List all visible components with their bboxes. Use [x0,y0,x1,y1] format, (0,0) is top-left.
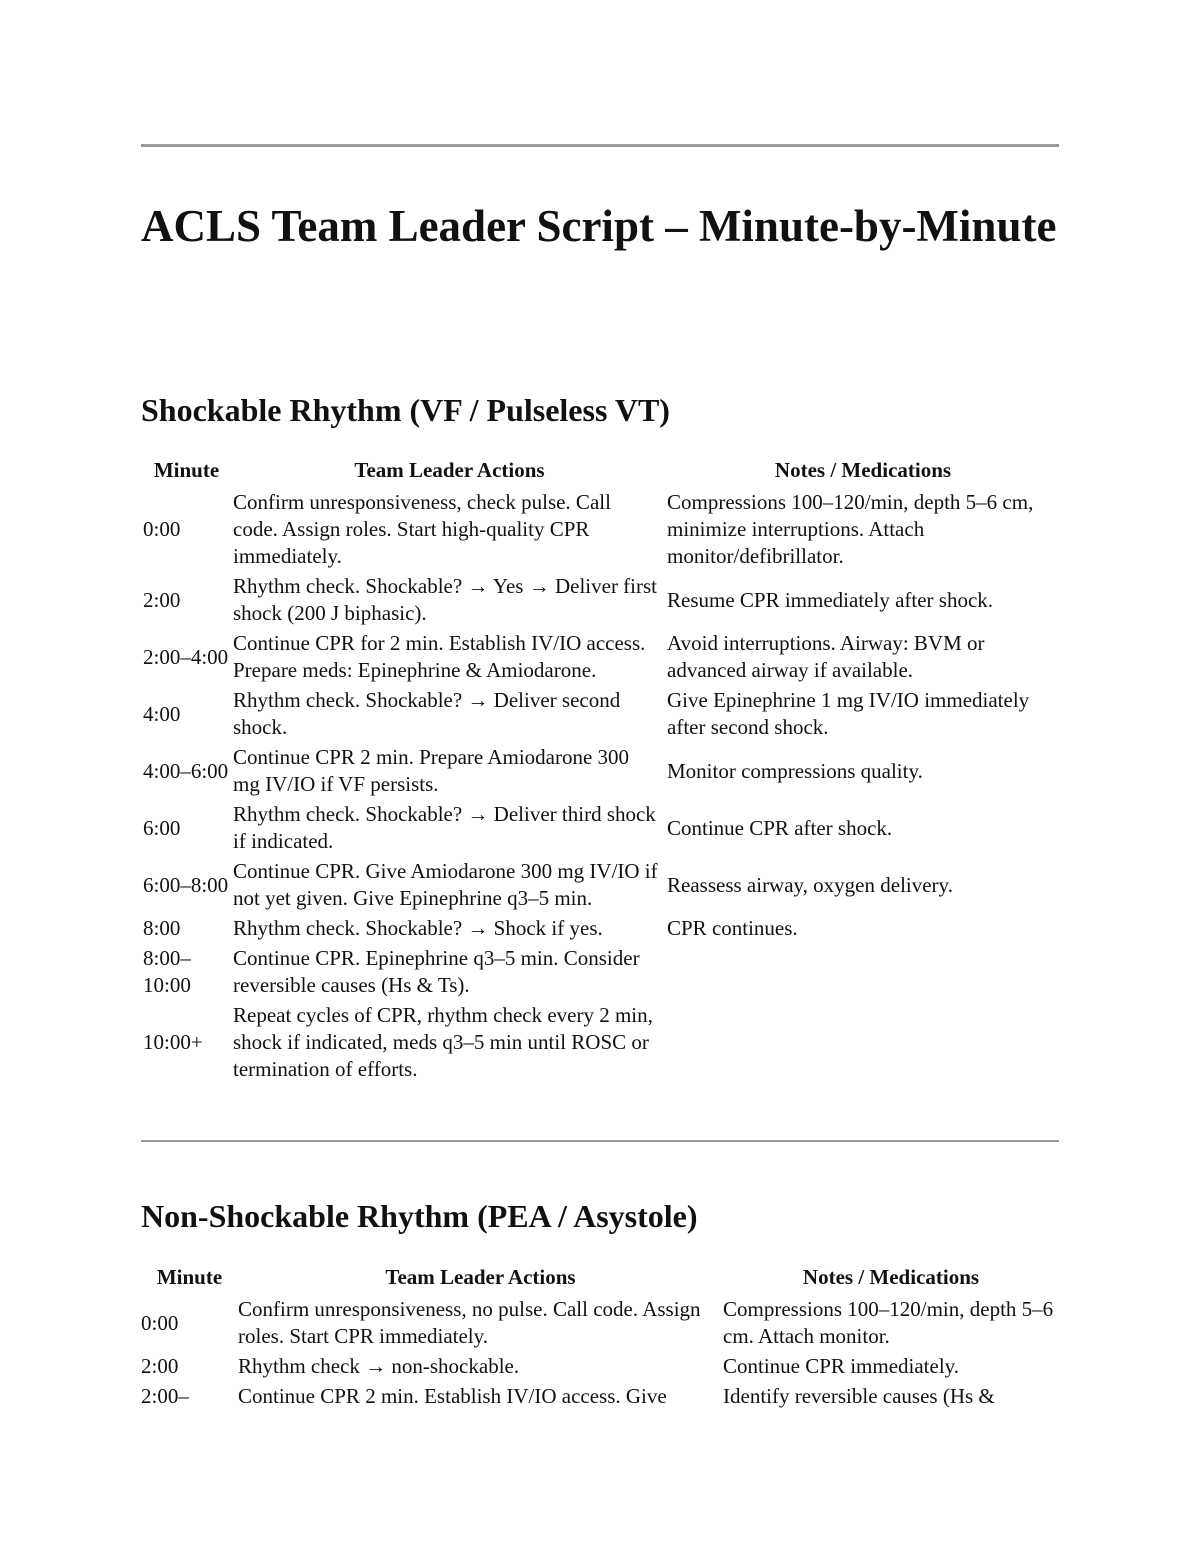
row-minute: 2:00–4:00 [143,644,229,669]
row-actions: Rhythm check → non-shockable. [238,1354,520,1378]
row-minute: 0:00 [141,1310,179,1335]
row-minute: 6:00 [143,815,181,840]
row-notes: CPR continues. [667,916,798,940]
table-row [141,572,1059,629]
table-header-row [141,1262,1059,1295]
column-header-minute: Minute [153,458,220,482]
table-row [141,1352,1059,1382]
table-bottom-divider [141,1140,1059,1142]
row-minute: 2:00 [141,1354,179,1378]
row-minute: 4:00 [143,701,181,726]
table-row [141,1382,1059,1412]
table-row [141,686,1059,743]
row-minute: 8:00–10:00 [143,946,191,997]
row-notes: Resume CPR immediately after shock. [667,587,994,612]
non-shockable-section-heading: Non-Shockable Rhythm (PEA / Asystole) [141,1198,698,1234]
column-header-actions: Team Leader Actions [354,458,545,482]
row-notes: Identify reversible causes (Hs & [723,1384,995,1408]
table-row [141,743,1059,800]
row-minute: 0:00 [143,517,181,541]
row-notes [667,944,1059,1001]
column-header-notes: Notes / Medications [774,458,952,482]
row-notes: Avoid interruptions. Airway: BVM or advanced airway if available. [667,631,985,682]
row-actions: Confirm unresponsiveness, check pulse. Call code. Assign roles. Start high-quality CPR immediately. [233,490,611,568]
row-minute: 10:00+ [143,1030,203,1054]
row-notes: Continue CPR after shock. [667,815,893,840]
table-row [141,800,1059,857]
row-minute: 4:00–6:00 [143,758,229,783]
row-actions: Continue CPR 2 min. Establish IV/IO access. Give [238,1384,667,1408]
row-minute: 2:00 [143,587,181,612]
row-notes: Continue CPR immediately. [723,1354,960,1378]
table-row [141,1295,1059,1352]
table-row [141,944,1059,1001]
column-header-minute: Minute [156,1265,223,1289]
row-minute: 8:00 [143,916,181,940]
row-actions: Confirm unresponsiveness, no pulse. Call code. Assign roles. Start CPR immediately. [238,1297,701,1348]
row-actions: Continue CPR. Epinephrine q3–5 min. Consider reversible causes (Hs & Ts). [233,946,640,997]
row-actions: Repeat cycles of CPR, rhythm check every 2 min, shock if indicated, meds q3–5 min until ROSC or termination of efforts. [233,1003,653,1081]
row-notes: Give Epinephrine 1 mg IV/IO immediately after second shock. [667,688,1030,739]
shockable-section-heading: Shockable Rhythm (VF / Pulseless VT) [141,392,670,428]
document-title: ACLS Team Leader Script – Minute-by-Minute [141,201,1057,251]
table-row [141,914,1059,944]
table-row [141,488,1059,572]
row-notes [667,1001,1059,1085]
row-actions: Rhythm check. Shockable? → Deliver third shock if indicated. [233,802,656,853]
shockable-table [141,455,1059,1085]
row-minute: 2:00– [141,1384,189,1408]
row-notes: Compressions 100–120/min, depth 5–6 cm. Attach monitor. [723,1297,1054,1348]
table-row [141,857,1059,914]
row-minute: 6:00–8:00 [143,872,229,897]
table-row [141,1001,1059,1085]
table-row [141,629,1059,686]
top-divider [141,144,1059,147]
row-notes: Reassess airway, oxygen delivery. [667,872,953,897]
row-actions: Continue CPR for 2 min. Establish IV/IO access. Prepare meds: Epinephrine & Amiodarone. [233,631,646,682]
column-header-actions: Team Leader Actions [385,1265,576,1289]
table-header-row [141,455,1059,488]
column-header-notes: Notes / Medications [802,1265,980,1289]
row-actions: Rhythm check. Shockable? → Shock if yes. [233,916,603,940]
row-actions: Rhythm check. Shockable? → Yes → Deliver first shock (200 J biphasic). [233,574,658,625]
row-actions: Continue CPR. Give Amiodarone 300 mg IV/IO if not yet given. Give Epinephrine q3–5 min. [233,859,658,910]
row-actions: Continue CPR 2 min. Prepare Amiodarone 300 mg IV/IO if VF persists. [233,745,630,796]
row-actions: Rhythm check. Shockable? → Deliver second shock. [233,688,621,739]
non-shockable-table [141,1262,1059,1412]
row-notes: Compressions 100–120/min, depth 5–6 cm, minimize interruptions. Attach monitor/defibrillator. [667,490,1034,568]
row-notes: Monitor compressions quality. [667,758,923,783]
